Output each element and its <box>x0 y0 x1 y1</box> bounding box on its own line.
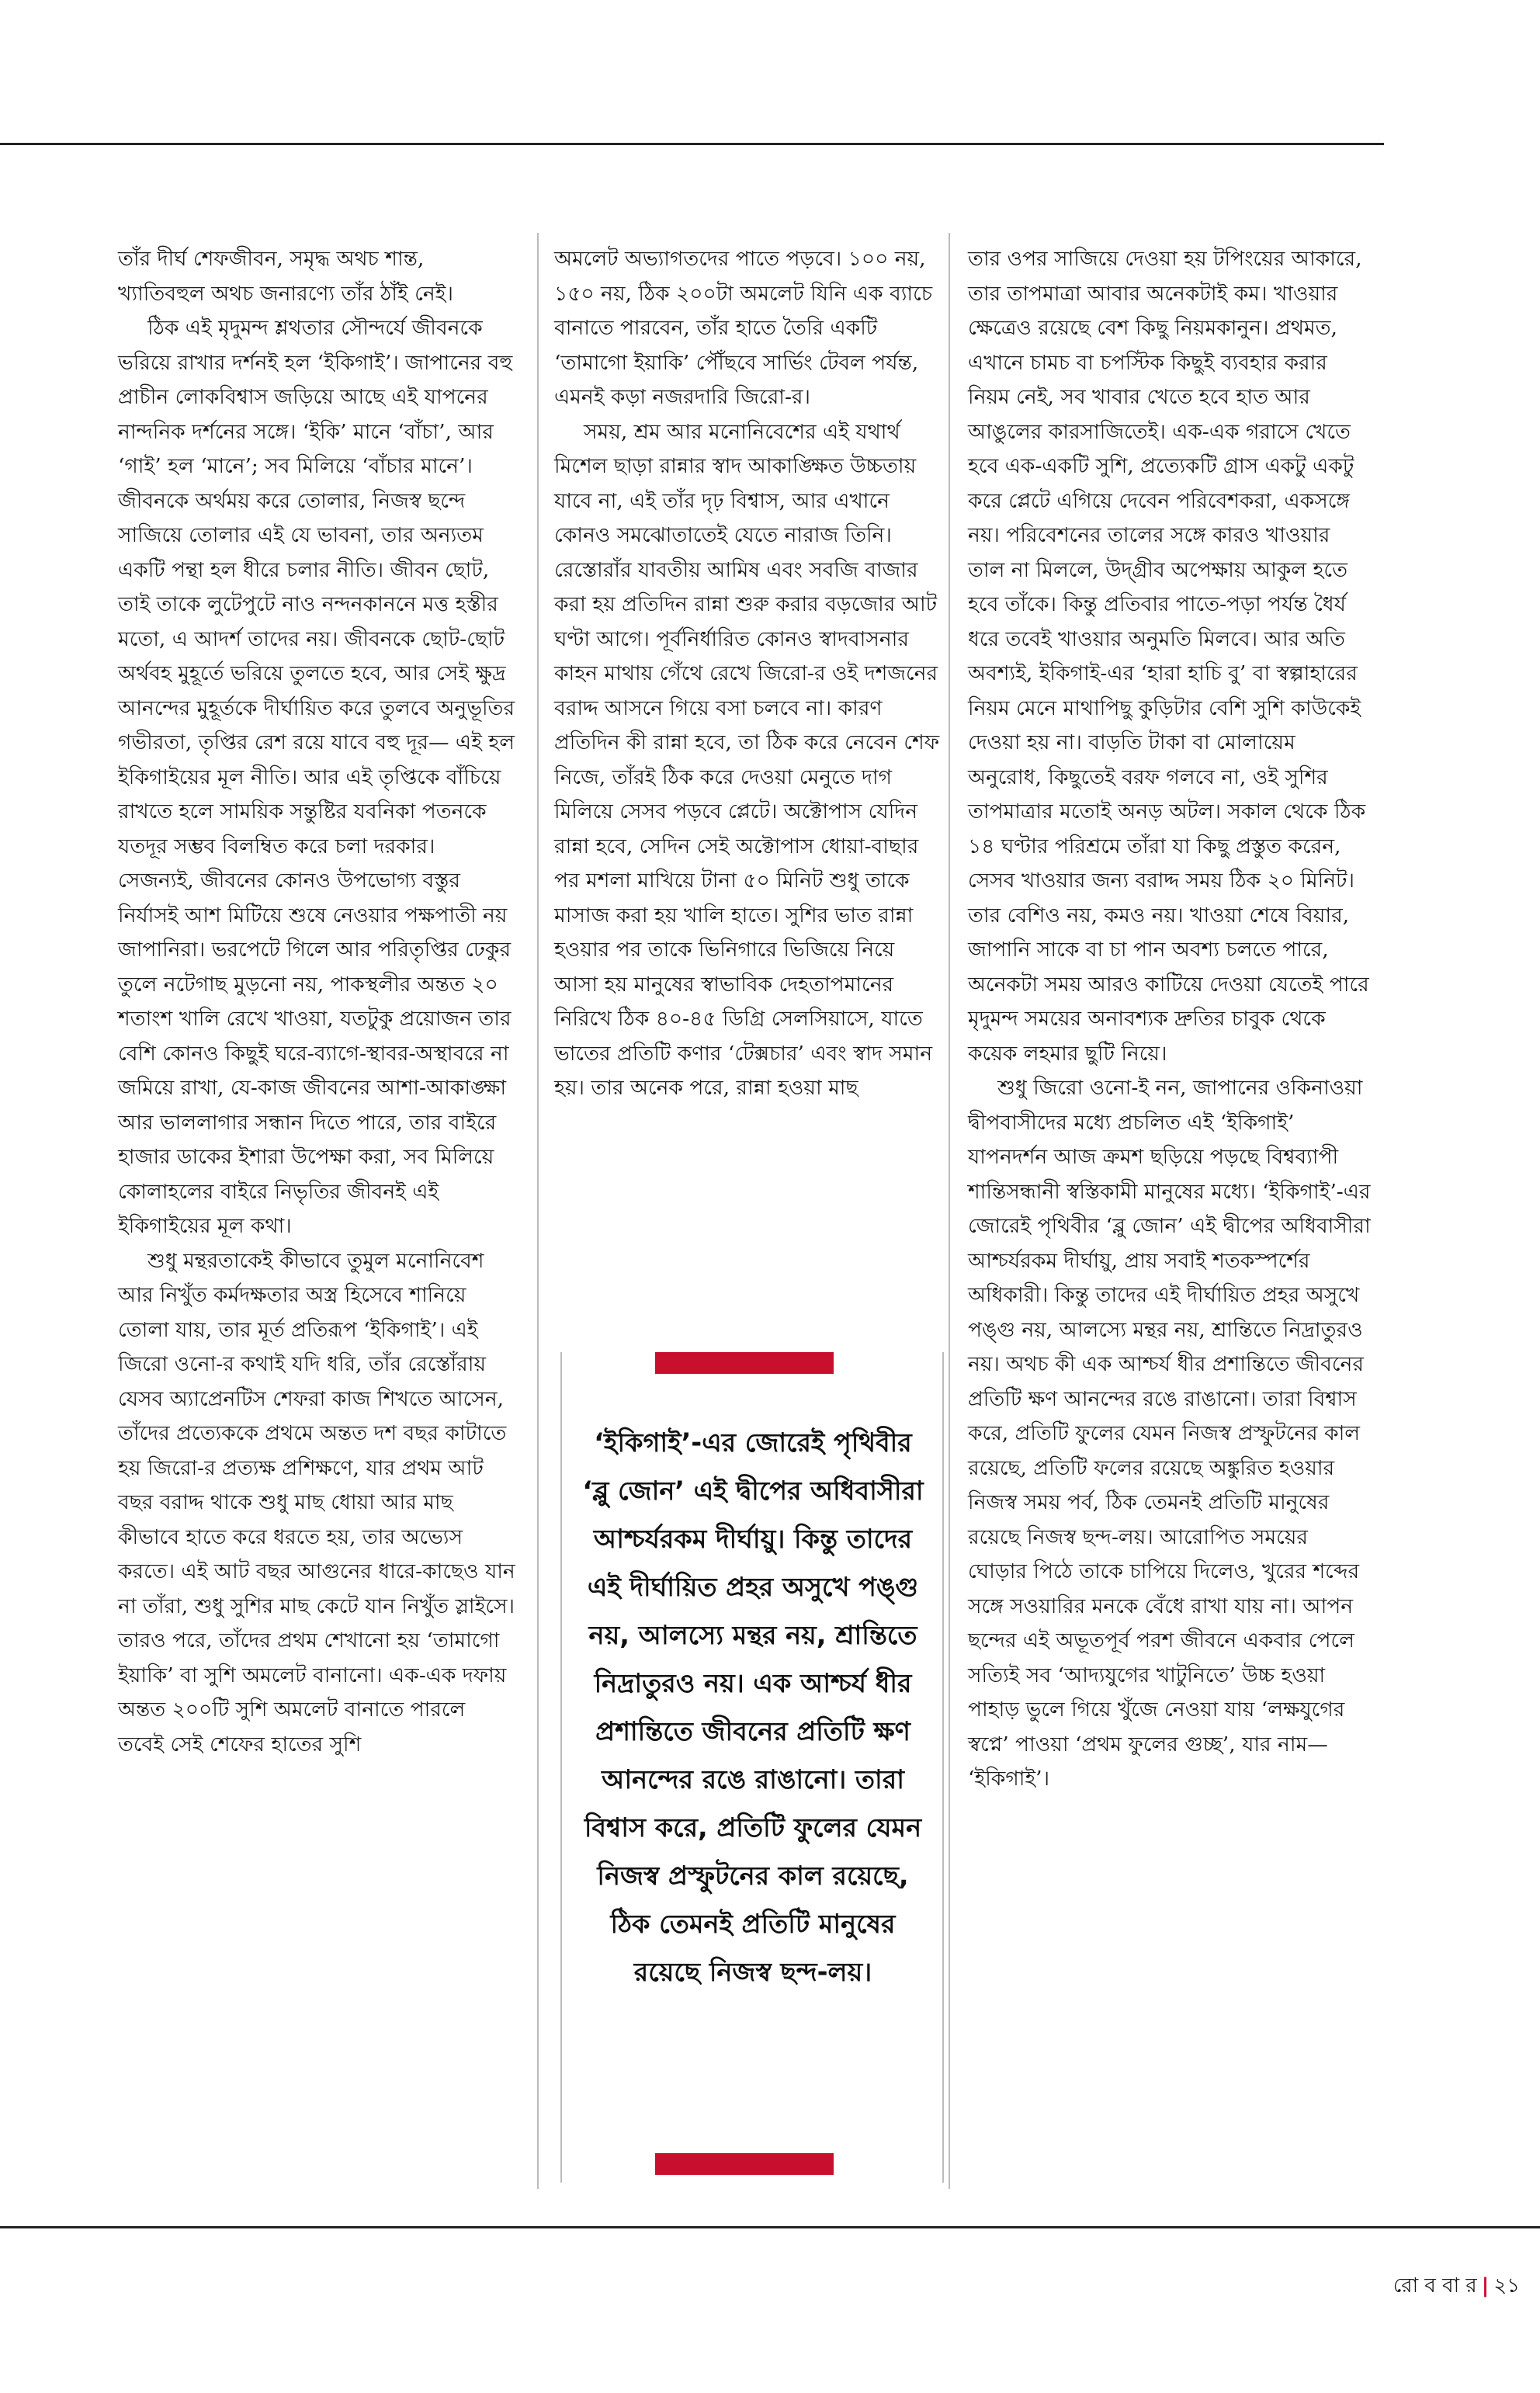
article-paragraph: তার ওপর সাজিয়ে দেওয়া হয় টপিংয়ের আকারে, তার তাপমাত্রা আবার অনেকটাই কম। খাওয়ার ক্ষেত্রেও রয়েছে বেশ কিছু নিয়মকানুন। প্রথমত, এখানে চামচ বা চপস্টিক কিছুই ব্যবহার করার নিয়ম নেই, সব খাবার খেতে হবে হাত আর আঙুলের কারসাজিতেই। এক-এক গরাসে খেতে হবে এক-একটি সুশি, প্রত্যেকটি গ্রাস একটু একটু করে প্লেটে এগিয়ে দেবেন পরিবেশকরা, একসঙ্গে নয়। পরিবেশনের তালের সঙ্গে কারও খাওয়ার তাল না মিললে, উদ্গ্রীব অপেক্ষায় আকুল হতে হবে তাঁকে। কিন্তু প্রতিবার পাতে-পড়া পর্যন্ত ধৈর্য ধরে তবেই খাওয়ার অনুমতি মিলবে। আর অতি অবশ্যই, ইকিগাই-এর ‘হারা হাচি বু’ বা স্বল্পাহারের নিয়ম মেনে মাথাপিছু কুড়িটার বেশি সুশি কাউকেই দেওয়া হয় না। বাড়তি টাকা বা মোলায়েম অনুরোধ, কিছুতেই বরফ গলবে না, ওই সুশির তাপমাত্রার মতোই অনড় অটল। সকাল থেকে ঠিক ১৪ ঘণ্টার পরিশ্রমে তাঁরা যা কিছু প্রস্তুত করেন, সেসব খাওয়ার জন্য বরাদ্দ সময় ঠিক ২০ মিনিট। তার বেশিও নয়, কমও নয়। খাওয়া শেষে বিয়ার, জাপানি সাকে বা চা পান অবশ্য চলতে পারে, অনেকটা সময় আরও কাটিয়ে দেওয়া যেতেই পারে মৃদুমন্দ সময়ের অনাবশ্যক দ্রুতির চাবুক থেকে কয়েক লহমার ছুটি নিয়ে। <box>968 247 1369 1066</box>
article-paragraph: অমলেট অভ্যাগতদের পাতে পড়বে। ১০০ নয়, ১৫০ নয়, ঠিক ২০০টা অমলেট যিনি এক ব্যাচে বানাতে পারবেন, তাঁর হাতে তৈরি একটি ‘তামাগো ইয়াকি’ পৌঁছবে সার্ভিং টেবল পর্যন্ত, এমনই কড়া নজরদারি জিরো-র। <box>554 247 933 409</box>
folio-separator: | <box>1481 2274 1490 2298</box>
article-paragraph: শুধু জিরো ওনো-ই নন, জাপানের ওকিনাওয়া দ্বীপবাসীদের মধ্যে প্রচলিত এই ‘ইকিগাই’ যাপনদর্শন আজ ক্রমশ ছড়িয়ে পড়ছে বিশ্বব্যাপী শান্তিসন্ধানী স্বস্তিকামী মানুষের মধ্যে। ‘ইকিগাই’-এর জোরেই পৃথিবীর ‘ব্লু জোন’ এই দ্বীপের অধিবাসীরা আশ্চর্যরকম দীর্ঘায়ু, প্রায় সবাই শতকস্পর্শের অধিকারী। কিন্তু তাদের এই দীর্ঘায়িত প্রহর অসুখে পঙ্গু নয়, আলস্যে মন্থর নয়, শ্রান্তিতে নিদ্রাতুরও নয়। অথচ কী এক আশ্চর্য ধীর প্রশান্তিতে জীবনের প্রতিটি ক্ষণ আনন্দের রঙে রাঙানো। তারা বিশ্বাস করে, প্রতিটি ফুলের যেমন নিজস্ব প্রস্ফুটনের কাল রয়েছে, প্রতিটি ফলের রয়েছে অঙ্কুরিত হওয়ার নিজস্ব সময় পর্ব, ঠিক তেমনই প্রতিটি মানুষের রয়েছে নিজস্ব ছন্দ-লয়। আরোপিত সময়ের ঘোড়ার পিঠে তাকে চাপিয়ে দিলেও, খুরের শব্দের সঙ্গে সওয়ারির মনকে বেঁধে রাখা যায় না। আপন ছন্দের এই অভূতপূর্ব পরশ জীবনে একবার পেলে সত্যিই সব ‘আদ্যযুগের খাটুনিতে’ উচ্চ হওয়া পাহাড় ভুলে গিয়ে খুঁজে নেওয়া যায় ‘লক্ষযুগের স্বপ্নে’ পাওয়া ‘প্রথম ফুলের গুচ্ছ’, যার নাম— ‘ইকিগাই’। <box>968 1076 1371 1791</box>
pull-quote-box <box>560 1352 944 2183</box>
bottom-rule <box>0 2226 1540 2228</box>
column-divider <box>949 233 950 2189</box>
page-number: ২১ <box>1493 2274 1520 2298</box>
magazine-name: রো ব বা র <box>1393 2274 1477 2298</box>
pull-quote-text: ‘ইকিগাই’-এর জোরেই পৃথিবীর ‘ব্লু জোন’ এই দ্বীপের অধিবাসীরা আশ্চর্যরকম দীর্ঘায়ু। কিন্তু তাদের এই দীর্ঘায়িত প্রহর অসুখে পঙ্গু নয়, আলস্যে মন্থর নয়, শ্রান্তিতে নিদ্রাতুরও নয়। এক আশ্চর্য ধীর প্রশান্তিতে জীবনের প্রতিটি ক্ষণ আনন্দের রঙে রাঙানো। তারা বিশ্বাস করে, প্রতিটি ফুলের যেমন নিজস্ব প্রস্ফুটনের কাল রয়েছে, ঠিক তেমনই প্রতিটি মানুষের রয়েছে নিজস্ব ছন্দ-লয়। <box>582 1427 924 1987</box>
article-paragraph: তাঁর দীর্ঘ শেফজীবন, সমৃদ্ধ অথচ শান্ত, খ্যাতিবহুল অথচ জনারণ্যে তাঁর ঠাঁই নেই। <box>118 247 453 306</box>
top-rule <box>0 143 1384 145</box>
article-paragraph: শুধু মন্থরতাকেই কীভাবে তুমুল মনোনিবেশ আর নিখুঁত কর্মদক্ষতার অস্ত্র হিসেবে শানিয়ে তোলা যায়, তার মূর্ত প্রতিরূপ ‘ইকিগাই’। এই জিরো ওনো-র কথাই যদি ধরি, তাঁর রেস্তোঁরায় যেসব অ্যাপ্রেনটিস শেফরা কাজ শিখতে আসেন, তাঁদের প্রত্যেককে প্রথমে অন্তত দশ বছর কাটাতে হয় জিরো-র প্রত্যক্ষ প্রশিক্ষণে, যার প্রথম আট বছর বরাদ্দ থাকে শুধু মাছ ধোয়া আর মাছ কীভাবে হাতে করে ধরতে হয়, তার অভ্যেস করতে। এই আট বছর আগুনের ধারে-কাছেও যান না তাঁরা, শুধু সুশির মাছ কেটে যান নিখুঁত স্লাইসে। তারও পরে, তাঁদের প্রথম শেখানো হয় ‘তামাগো ইয়াকি’ বা সুশি অমলেট বানানো। এক-এক দফায় অন্তত ২০০টি সুশি অমলেট বানাতে পারলে তবেই সেই শেফের হাতের সুশি <box>118 1248 515 1757</box>
article-paragraph: সময়, শ্রম আর মনোনিবেশের এই যথার্থ মিশেল ছাড়া রান্নার স্বাদ আকাঙ্ক্ষিত উচ্চতায় যাবে না, এই তাঁর দৃঢ় বিশ্বাস, আর এখানে কোনও সমঝোতাতেই যেতে নারাজ তিনি। রেস্তোরাঁর যাবতীয় আমিষ এবং সবজি বাজার করা হয় প্রতিদিন রান্না শুরু করার বড়জোর আট ঘণ্টা আগে। পূর্বনির্ধারিত কোনও স্বাদবাসনার কাহন মাথায় গেঁথে রেখে জিরো-র ওই দশজনের বরাদ্দ আসনে গিয়ে বসা চলবে না। কারণ প্রতিদিন কী রান্না হবে, তা ঠিক করে নেবেন শেফ নিজে, তাঁরই ঠিক করে দেওয়া মেনুতে দাগ মিলিয়ে সেসব পড়বে প্লেটে। অক্টোপাস যেদিন রান্না হবে, সেদিন সেই অক্টোপাস ধোয়া-বাছার পর মশলা মাখিয়ে টানা ৫০ মিনিট শুধু তাকে মাসাজ করা হয় খালি হাতে। সুশির ভাত রান্না হওয়ার পর তাকে ভিনিগারে ভিজিয়ে নিয়ে আসা হয় মানুষের স্বাভাবিক দেহতাপমানের নিরিখে ঠিক ৪০-৪৫ ডিগ্রি সেলসিয়াসে, যাতে ভাতের প্রতিটি কণার ‘টেক্সচার’ এবং স্বাদ সমান হয়। তার অনেক পরে, রান্না হওয়া মাছ <box>554 419 940 1100</box>
article-column-1 <box>118 242 515 1762</box>
pull-quote-top-bar <box>655 1352 834 1374</box>
article-column-3 <box>968 242 1372 1797</box>
page-folio <box>1393 2270 1520 2304</box>
article-paragraph: ঠিক এই মৃদুমন্দ শ্লথতার সৌন্দর্যে জীবনকে ভরিয়ে রাখার দর্শনই হল ‘ইকিগাই’। জাপানের বহু প্রাচীন লোকবিশ্বাস জড়িয়ে আছে এই যাপনের নান্দনিক দর্শনের সঙ্গে। ‘ইকি’ মানে ‘বাঁচা’, আর ‘গাই’ হল ‘মানে’; সব মিলিয়ে ‘বাঁচার মানে’। জীবনকে অর্থময় করে তোলার, নিজস্ব ছন্দে সাজিয়ে তোলার এই যে ভাবনা, তার অন্যতম একটি পন্থা হল ধীরে চলার নীতি। জীবন ছোট, তাই তাকে লুটেপুটে নাও নন্দনকাননে মত্ত হস্তীর মতো, এ আদর্শ তাদের নয়। জীবনকে ছোট-ছোট অর্থবহ মুহূর্তে ভরিয়ে তুলতে হবে, আর সেই ক্ষুদ্র আনন্দের মুহূর্তকে দীর্ঘায়িত করে তুলবে অনুভূতির গভীরতা, তৃপ্তির রেশ রয়ে যাবে বহু দূর— এই হল ইকিগাইয়ের মূল নীতি। আর এই তৃপ্তিকে বাঁচিয়ে রাখতে হলে সাময়িক সন্তুষ্টির যবনিকা পতনকে যতদূর সম্ভব বিলম্বিত করে চলা দরকার। সেজন্যই, জীবনের কোনও উপভোগ্য বস্তুর নির্যাসই আশ মিটিয়ে শুষে নেওয়ার পক্ষপাতী নয় জাপানিরা। ভরপেটে গিলে আর পরিতৃপ্তির ঢেকুর তুলে নটেগাছ মুড়নো নয়, পাকস্থলীর অন্তত ২০ শতাংশ খালি রেখে খাওয়া, যতটুকু প্রয়োজন তার বেশি কোনও কিছুই ঘরে-ব্যাগে-স্থাবর-অস্থাবরে না জমিয়ে রাখা, যে-কাজ জীবনের আশা-আকাঙ্ক্ষা আর ভাললাগার সন্ধান দিতে পারে, তার বাইরে হাজার ডাকের ইশারা উপেক্ষা করা, সব মিলিয়ে কোলাহলের বাইরে নিভৃতির জীবনই এই ইকিগাইয়ের মূল কথা। <box>118 316 515 1238</box>
article-column-2 <box>554 242 942 1106</box>
pull-quote-bottom-bar <box>655 2153 834 2175</box>
column-divider <box>537 233 539 2189</box>
